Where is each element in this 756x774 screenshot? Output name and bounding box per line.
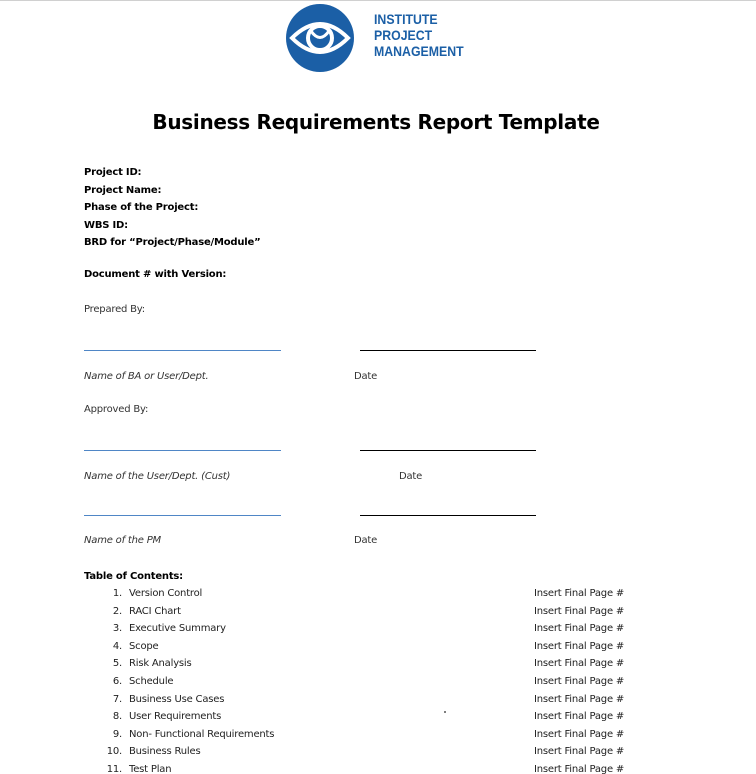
- toc-item-name: Non- Functional Requirements: [129, 728, 275, 740]
- toc-item: [0, 622, 756, 640]
- toc-item: [0, 763, 756, 774]
- user-date-label: Date: [399, 471, 423, 482]
- toc-item-page: Insert Final Page #: [534, 746, 625, 758]
- pm-name-label: Name of the PM: [84, 535, 161, 546]
- ba-name-label: Name of BA or User/Dept.: [84, 371, 209, 382]
- ba-date-line: [360, 350, 536, 351]
- user-signature-line: [84, 450, 281, 451]
- toc-item-number: 3.: [112, 623, 122, 635]
- toc-item-name: Test Plan: [129, 763, 172, 774]
- toc-item-name: User Requirements: [129, 711, 222, 723]
- toc-item-page: Insert Final Page #: [534, 711, 625, 723]
- logo: [286, 4, 476, 72]
- logo-line-project: PROJECT: [374, 27, 433, 43]
- toc-item-number: 10.: [106, 746, 122, 758]
- toc-item-number: 9.: [112, 728, 122, 740]
- ba-date-label: Date: [354, 371, 378, 382]
- document-title: Business Requirements Report Template: [152, 110, 600, 134]
- toc-item-name: Schedule: [129, 675, 174, 687]
- toc-item: [0, 587, 756, 605]
- toc-item-number: 6.: [112, 675, 122, 687]
- toc-item-number: 11.: [106, 763, 122, 774]
- wbs-id-label: WBS ID:: [84, 219, 128, 231]
- toc-item: [0, 657, 756, 675]
- eye-logo-icon: [286, 4, 354, 72]
- toc-item-name: Scope: [129, 640, 159, 652]
- toc-item-page: Insert Final Page #: [534, 693, 625, 705]
- toc-item-page: Insert Final Page #: [534, 588, 625, 599]
- project-name-label: Project Name:: [84, 184, 162, 196]
- toc-heading: Table of Contents:: [84, 571, 183, 582]
- toc-item-name: Risk Analysis: [129, 658, 192, 670]
- toc-item: [0, 605, 756, 623]
- stray-mark: [444, 711, 446, 713]
- table-of-contents: [0, 587, 756, 774]
- pm-date-label: Date: [354, 535, 378, 546]
- pm-date-line: [360, 515, 536, 516]
- prepared-by-label: Prepared By:: [84, 304, 145, 315]
- toc-item-page: Insert Final Page #: [534, 728, 625, 740]
- toc-item-page: Insert Final Page #: [534, 623, 625, 635]
- toc-item-name: Executive Summary: [129, 623, 226, 635]
- toc-item-number: 5.: [112, 658, 122, 670]
- toc-item-page: Insert Final Page #: [534, 640, 625, 652]
- toc-item-number: 4.: [112, 640, 122, 652]
- toc-item-page: Insert Final Page #: [534, 763, 625, 774]
- approved-by-label: Approved By:: [84, 404, 149, 415]
- toc-item-page: Insert Final Page #: [534, 658, 625, 670]
- top-border: [0, 0, 756, 1]
- user-name-label: Name of the User/Dept. (Cust): [84, 471, 231, 482]
- toc-item-number: 8.: [112, 711, 122, 723]
- pm-signature-line: [84, 515, 281, 516]
- logo-text: [374, 11, 464, 59]
- toc-item-number: 2.: [112, 605, 122, 617]
- toc-item-number: 7.: [112, 693, 122, 705]
- toc-item-name: Business Rules: [129, 746, 201, 758]
- toc-item-name: Version Control: [129, 588, 203, 599]
- toc-item-name: RACI Chart: [129, 605, 181, 617]
- toc-item-name: Business Use Cases: [129, 693, 225, 705]
- project-info: [84, 164, 260, 252]
- toc-item: [0, 710, 756, 728]
- document-version-label: Document # with Version:: [84, 269, 227, 280]
- brd-for-label: BRD for “Project/Phase/Module”: [84, 237, 261, 248]
- ba-signature-line: [84, 350, 281, 351]
- phase-label: Phase of the Project:: [84, 202, 199, 213]
- toc-item: [0, 640, 756, 658]
- user-date-line: [360, 450, 536, 451]
- toc-item: [0, 728, 756, 746]
- toc-item: [0, 675, 756, 693]
- logo-line-institute: INSTITUTE: [374, 11, 438, 27]
- toc-item-page: Insert Final Page #: [534, 675, 625, 687]
- toc-item-page: Insert Final Page #: [534, 605, 625, 617]
- project-id-label: Project ID:: [84, 167, 142, 178]
- toc-item-number: 1.: [112, 588, 122, 599]
- toc-item: [0, 693, 756, 711]
- logo-line-management: MANAGEMENT: [374, 43, 464, 59]
- toc-item: [0, 745, 756, 763]
